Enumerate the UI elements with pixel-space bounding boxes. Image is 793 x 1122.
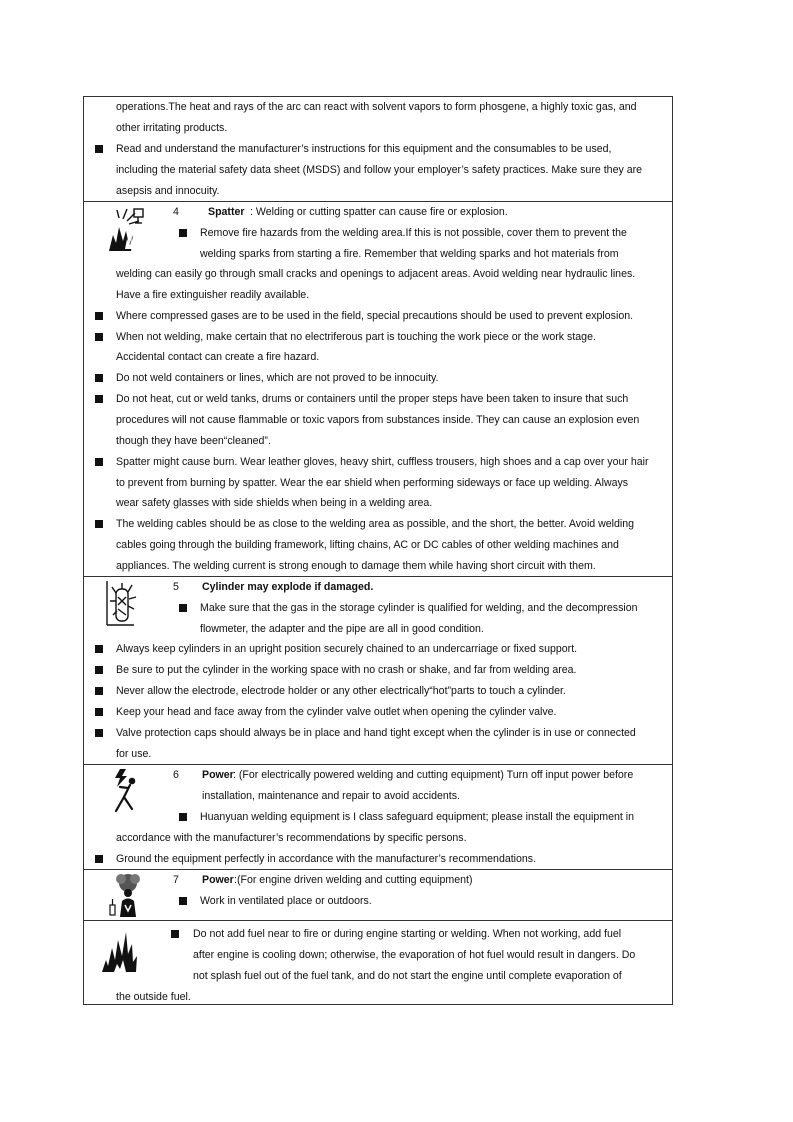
bullet-icon (95, 666, 103, 674)
text-line: Make sure that the gas in the storage cylinder is qualified for welding, and the decompression (200, 602, 638, 614)
bullet-icon (95, 855, 103, 863)
section-title: Power (202, 769, 234, 781)
text-line: cables going through the building framework, lifting chains, AC or DC cables of other welding machines and (116, 539, 619, 551)
bullet-icon (171, 930, 179, 938)
bullet-icon (95, 395, 103, 403)
text-line: though they have been“cleaned”. (116, 435, 271, 447)
text-line: procedures will not cause flammable or toxic vapors from substances inside. They can cause an explosion even (116, 414, 640, 426)
bullet-icon (179, 604, 187, 612)
section-title-rest: : Welding or cutting spatter can cause fire or explosion. (250, 206, 508, 218)
text-line: The welding cables should be as close to the welding area as possible, and the short, the better. Avoid welding (116, 518, 635, 530)
text-line: Remove fire hazards from the welding area.If this is not possible, cover them to prevent the (200, 227, 627, 239)
text-line: installation, maintenance and repair to avoid accidents. (202, 790, 460, 802)
section-divider (83, 920, 673, 921)
text-line: When not welding, make certain that no electriferous part is touching the work piece or the work stage. (116, 331, 596, 343)
text-line: Spatter might cause burn. Wear leather gloves, heavy shirt, cuffless trousers, high shoes and a cap over your hair (116, 456, 649, 468)
section-number: 6 (173, 769, 179, 781)
text-line: appliances. The welding current is strong enough to damage them while having short circuit with them. (116, 560, 596, 572)
section-divider (83, 764, 673, 765)
text-line: wear safety glasses with side shields when being in a welding area. (116, 497, 433, 509)
text-line: the outside fuel. (116, 991, 191, 1003)
bullet-icon (179, 813, 187, 821)
text-line: Valve protection caps should always be in place and hand tight except when the cylinder is in use or connected (116, 727, 636, 739)
text-line: Keep your head and face away from the cylinder valve outlet when opening the cylinder valve. (116, 706, 557, 718)
section-title: Power (202, 874, 234, 886)
bullet-icon (179, 229, 187, 237)
text-line: Accidental contact can create a fire hazard. (116, 351, 320, 363)
text-line: other irritating products. (116, 122, 228, 134)
fire-explosion-icon (105, 205, 149, 255)
text-line: after engine is cooling down; otherwise, the evaporation of hot fuel would result in dangers. Do (193, 949, 636, 961)
fumes-person-icon (106, 871, 146, 919)
text-line: Where compressed gases are to be used in the field, special precautions should be used to prevent explosion. (116, 310, 634, 322)
text-line: Do not heat, cut or weld tanks, drums or containers until the proper steps have been taken to insure that such (116, 393, 629, 405)
bullet-icon (95, 458, 103, 466)
section-title: Spatter (208, 206, 245, 218)
bullet-icon (179, 897, 187, 905)
fire-icon (100, 926, 140, 974)
bullet-icon (95, 520, 103, 528)
bullet-icon (95, 729, 103, 737)
electric-shock-icon (106, 767, 142, 813)
bullet-icon (95, 687, 103, 695)
section-number: 7 (173, 874, 179, 886)
text-line: flowmeter, the adapter and the pipe are all in good condition. (200, 623, 484, 635)
bullet-icon (95, 312, 103, 320)
text-line: accordance with the manufacturer’s recommendations by specific persons. (116, 832, 467, 844)
bullet-icon (95, 333, 103, 341)
text-line: Do not add fuel near to fire or during engine starting or welding. When not working, add fuel (193, 928, 622, 940)
text-line: Never allow the electrode, electrode holder or any other electrically“hot”parts to touch a cylinder. (116, 685, 566, 697)
text-line: asepsis and innocuity. (116, 185, 220, 197)
section-divider (83, 201, 673, 202)
text-line: Huanyuan welding equipment is I class safeguard equipment; please install the equipment in (200, 811, 635, 823)
section-title: Cylinder may explode if damaged. (202, 581, 374, 593)
cylinder-explosion-icon (104, 579, 144, 627)
text-line: welding sparks from starting a fire. Remember that welding sparks and hot materials from (200, 248, 619, 260)
text-line: Do not weld containers or lines, which are not proved to be innocuity. (116, 372, 439, 384)
text-line: welding can easily go through small cracks and openings to adjacent areas. Avoid welding near hydraulic lines. (116, 268, 636, 280)
text-line: to prevent from burning by spatter. Wear the ear shield when performing sideways or face up welding. Always (116, 477, 629, 489)
text-line: Ground the equipment perfectly in accordance with the manufacturer’s recommendations. (116, 853, 537, 865)
bullet-icon (95, 708, 103, 716)
text-line: not splash fuel out of the fuel tank, and do not start the engine until complete evaporation of (193, 970, 622, 982)
text-line: Be sure to put the cylinder in the working space with no crash or shake, and far from welding area. (116, 664, 577, 676)
section-number: 4 (173, 206, 179, 218)
section-number: 5 (173, 581, 179, 593)
text-line: Work in ventilated place or outdoors. (200, 895, 372, 907)
text-line: operations.The heat and rays of the arc can react with solvent vapors to form phosgene, a highly toxic gas, and (116, 101, 637, 113)
bullet-icon (95, 645, 103, 653)
section-title-rest: : (For electrically powered welding and cutting equipment) Turn off input power before (233, 769, 634, 781)
section-divider (83, 576, 673, 577)
text-line: Have a fire extinguisher readily available. (116, 289, 310, 301)
bullet-icon (95, 374, 103, 382)
bullet-icon (95, 145, 103, 153)
section-divider (83, 869, 673, 870)
text-line: Read and understand the manufacturer’s instructions for this equipment and the consumables to be used, (116, 143, 612, 155)
text-line: including the material safety data sheet (MSDS) and follow your employer’s safety practices. Make sure they are (116, 164, 643, 176)
section-title-rest: :(For engine driven welding and cutting equipment) (234, 874, 473, 886)
text-line: Always keep cylinders in an upright position securely chained to an undercarriage or fixed support. (116, 643, 578, 655)
text-line: for use. (116, 748, 152, 760)
